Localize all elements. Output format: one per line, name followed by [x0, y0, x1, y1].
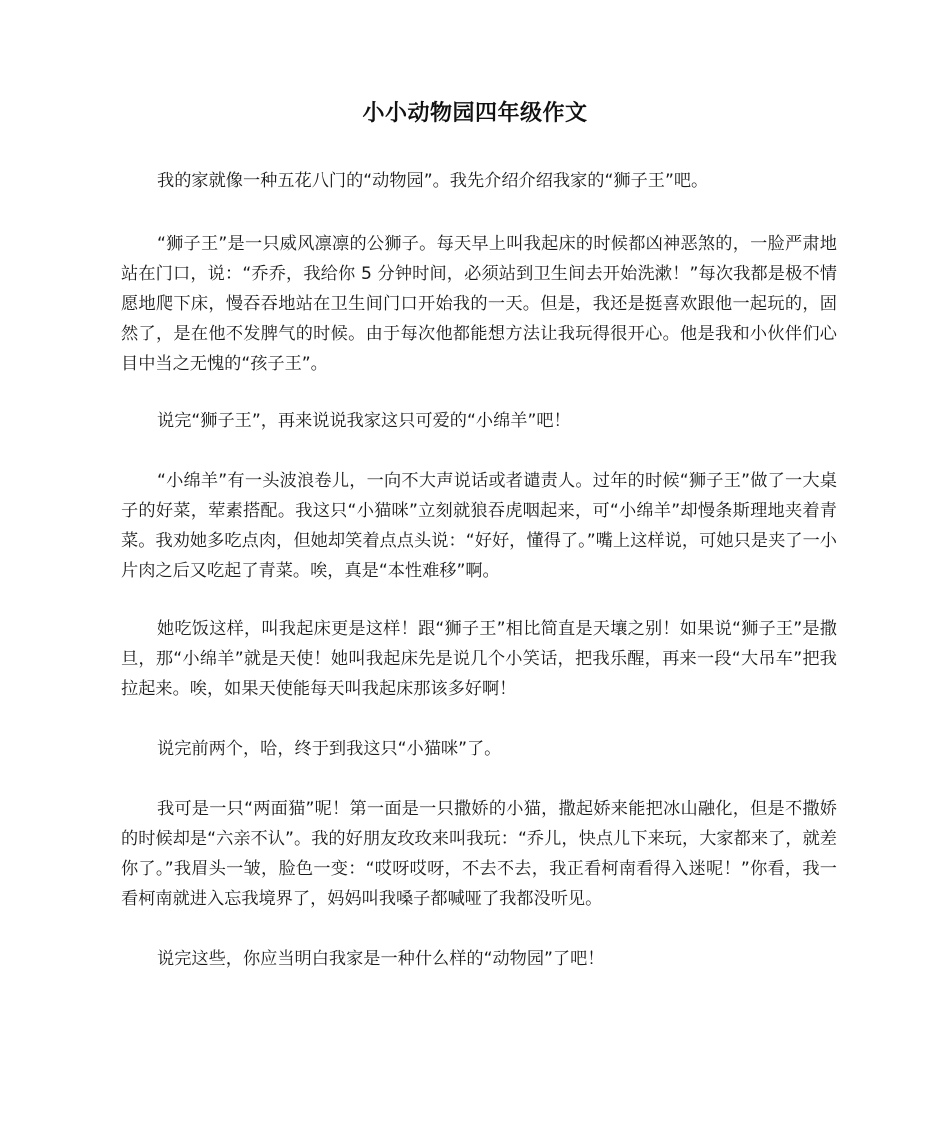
paragraph-lion-king: “狮子王”是一只威风凛凛的公狮子。每天早上叫我起床的时候都凶神恶煞的，一脸严肃地站在门口，说：“乔乔，我给你 5 分钟时间，必须站到卫生间去开始洗漱！”每次我都是极不情愿地爬下床，慢吞吞地站在卫生间门口开始我的一天。但是，我还是挺喜欢跟他一起玩的，固然了，是在他不发脾气的时候。由于每次他都能想方法让我玩得很开心。他是我和小伙伴们心目中当之无愧的“孩子王”。: [121, 234, 837, 374]
paragraph-two-faced-cat: 我可是一只“两面猫”呢！第一面是一只撒娇的小猫，撒起娇来能把冰山融化，但是不撒娇的时候却是“六亲不认”。我的好朋友玫玫来叫我玩：“乔儿，快点儿下来玩，大家都来了，就差你了。”我眉头一皱，脸色一变：“哎呀哎呀，不去不去，我正看柯南看得入迷呢！”你看，我一看柯南就进入忘我境界了，妈妈叫我嗓子都喊哑了我都没听见。: [121, 799, 837, 909]
paragraph-transition-cat: 说完前两个，哈，终于到我这只“小猫咪”了。: [157, 739, 502, 759]
paragraph-transition-lamb: 说完“狮子王”，再来说说我家这只可爱的“小绵羊”吧！: [157, 411, 571, 431]
paragraph-little-lamb: “小绵羊”有一头波浪卷儿，一向不大声说话或者谴责人。过年的时候“狮子王”做了一大桌子的好菜，荤素搭配。我这只“小猫咪”立刻就狼吞虎咽起来，可“小绵羊”却慢条斯理地夹着青菜。我劝她多吃点肉，但她却笑着点点头说：“好好，懂得了。”嘴上这样说，可她只是夹了一小片肉之后又吃起了青菜。唉，真是“本性难移”啊。: [121, 471, 837, 581]
paragraph-conclusion: 说完这些，你应当明白我家是一种什么样的“动物园”了吧！: [157, 949, 605, 969]
paragraph-lamb-wakeup: 她吃饭这样，叫我起床更是这样！跟“狮子王”相比简直是天壤之别！如果说“狮子王”是撒旦，那“小绵羊”就是天使！她叫我起床先是说几个小笑话，把我乐醒，再来一段“大吊车”把我拉起来。唉，如果天使能每天叫我起床那该多好啊！: [121, 619, 837, 699]
document-title: 小小动物园四年级作文: [362, 101, 588, 126]
paragraph-intro: 我的家就像一种五花八门的“动物园”。我先介绍介绍我家的“狮子王”吧。: [157, 171, 709, 191]
